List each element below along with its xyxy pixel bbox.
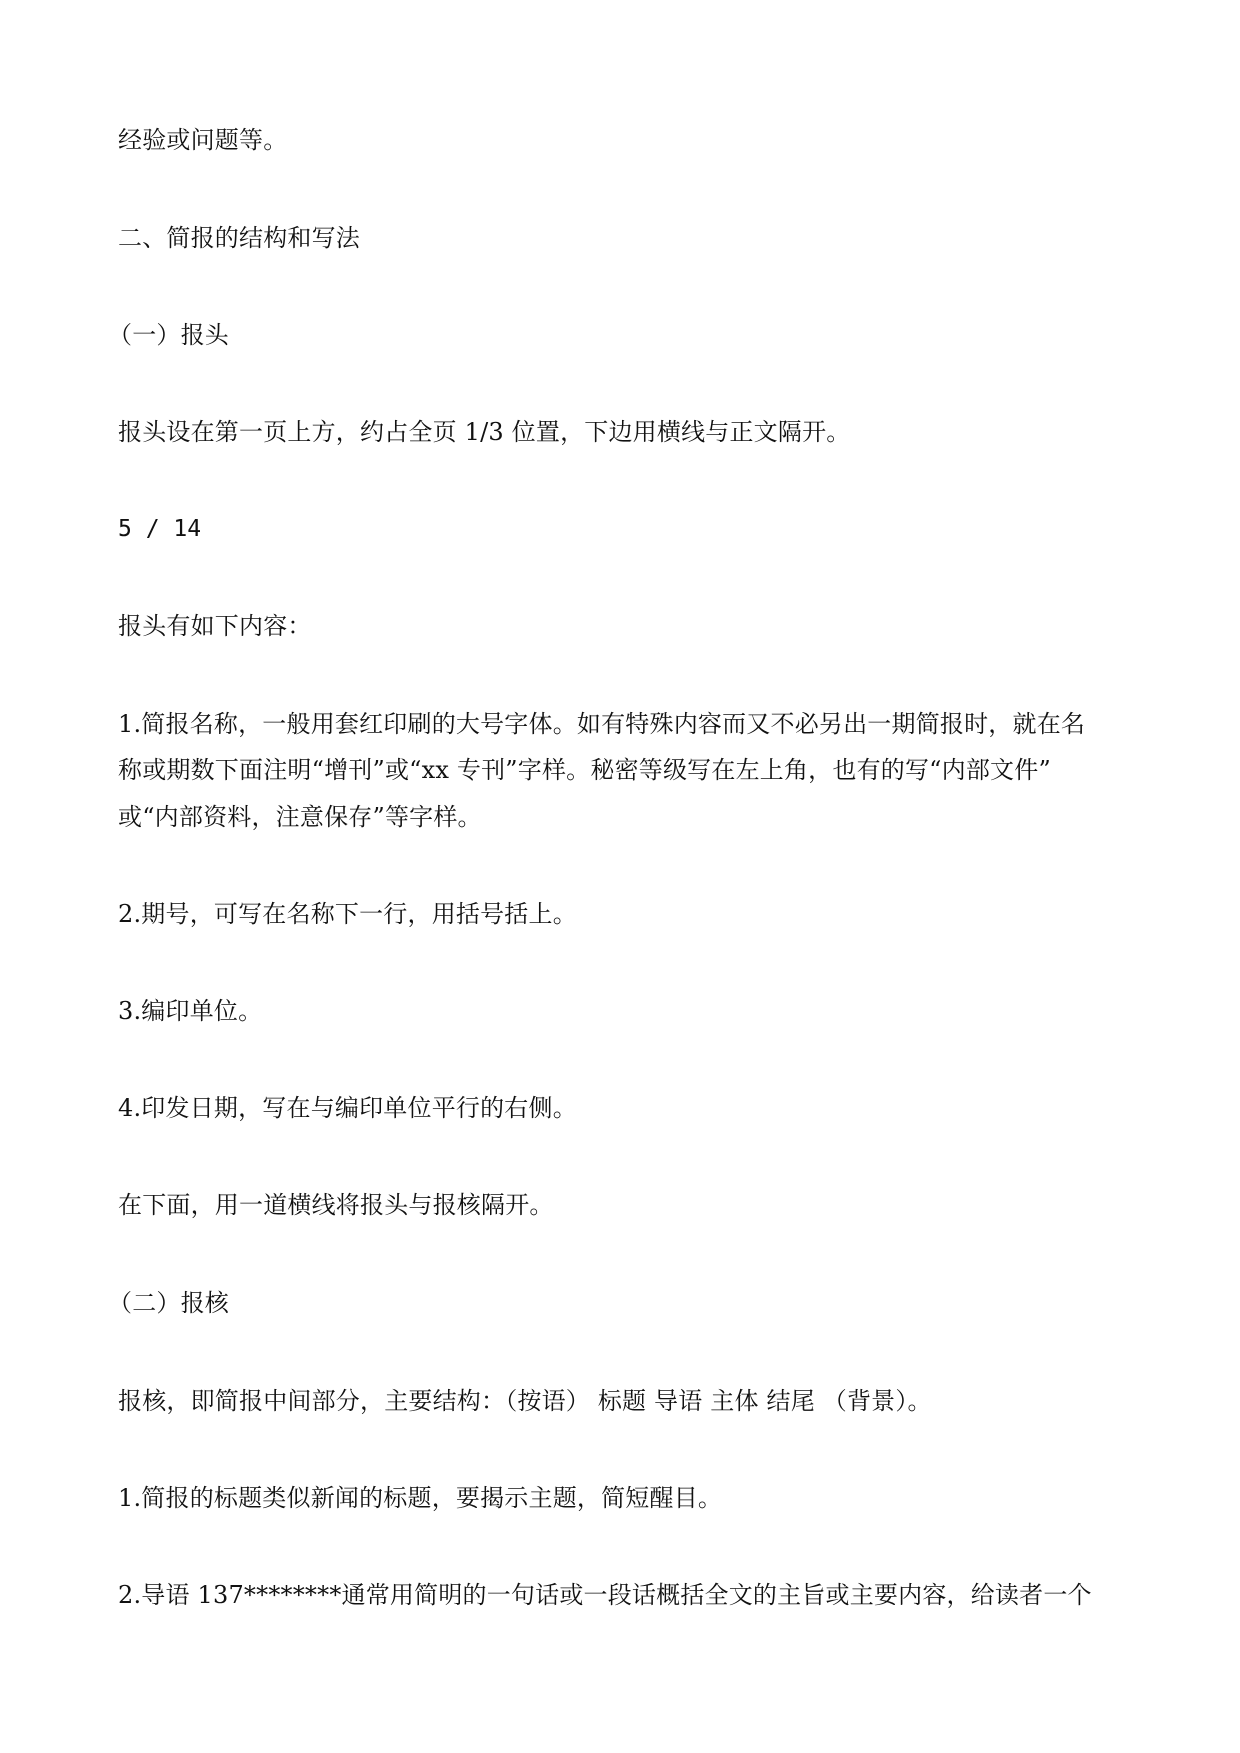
list-item-line: 2.导语 137********通常用简明的一句话或一段话概括全文的主旨或主要内容，给读者一个 bbox=[118, 1581, 1092, 1609]
text-line: 经验或问题等。 bbox=[118, 126, 288, 154]
text-line: 称或期数下面注明“增刊”或“xx 专刊”字样。秘密等级写在左上角，也有的写“内部文件” bbox=[118, 756, 1051, 784]
list-item-line: 2.期号，可写在名称下一行，用括号括上。 bbox=[118, 900, 577, 928]
text-line: 报头设在第一页上方，约占全页 1/3 位置，下边用横线与正文隔开。 bbox=[118, 418, 851, 446]
text-line: 报核，即简报中间部分，主要结构：（按语） 标题 导语 主体 结尾 （背景）。 bbox=[118, 1387, 932, 1415]
subsection-heading: （一）报头 bbox=[108, 321, 229, 349]
text-line: 报头有如下内容： bbox=[118, 612, 312, 640]
list-item-line: 1.简报的标题类似新闻的标题，要揭示主题，简短醒目。 bbox=[118, 1484, 723, 1512]
text-line: 在下面，用一道横线将报头与报核隔开。 bbox=[118, 1191, 554, 1219]
list-item-line: 4.印发日期，写在与编印单位平行的右侧。 bbox=[118, 1094, 577, 1122]
page-number: 5 / 14 bbox=[118, 516, 202, 542]
subsection-heading: （二）报核 bbox=[108, 1289, 229, 1317]
list-item-line: 3.编印单位。 bbox=[118, 997, 263, 1025]
section-heading: 二、简报的结构和写法 bbox=[118, 224, 360, 252]
text-line: 或“内部资料，注意保存”等字样。 bbox=[118, 803, 482, 831]
list-item-line: 1.简报名称，一般用套红印刷的大号字体。如有特殊内容而又不必另出一期简报时，就在名 bbox=[118, 710, 1086, 738]
